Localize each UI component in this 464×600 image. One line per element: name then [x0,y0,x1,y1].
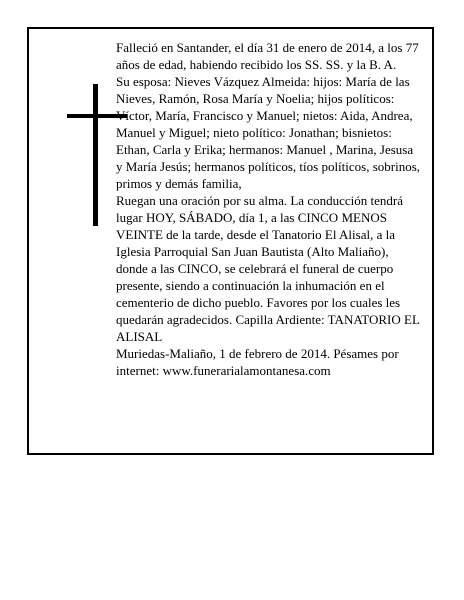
obituary-text [116,39,421,379]
family-list: Su esposa: Nieves Vázquez Almeida: hijos: María de las Nieves, Ramón, Rosa María y Noelia; hijos políticos: Víctor, María, Francisco y Manuel; nietos: Aida, Andrea, Manuel y Miguel; nieto político: Jonathan; bisnietos: Ethan, Carla y Erika; hermanos: Manuel , Marina, Jesusa y María Jesús; hermanos políticos, tíos políticos, sobrinos, primos y demás familia, [116,74,421,191]
funeral-details: Ruegan una oración por su alma. La conducción tendrá lugar HOY, SÁBADO, día 1, a las CINCO MENOS VEINTE de la tarde, desde el Tanatorio El Alisal, a la Iglesia Parroquial San Juan Bautista (Alto Maliaño), donde a las CINCO, se celebrará el funeral de cuerpo presente, siendo a continuación la inhumación en el cementerio de dicho pueblo. Favores por los cuales les quedarán agradecidos. Capilla Ardiente: TANATORIO EL ALISAL [116,193,420,344]
cross-vertical-bar [93,84,98,226]
death-announcement: Falleció en Santander, el día 31 de enero de 2014, a los 77 años de edad, habiendo recibido los SS. SS. y la B. A. [116,40,419,72]
place-date-condolences: Muriedas-Maliaño, 1 de febrero de 2014. Pésames por internet: www.funerarialamontanesa.com [116,346,399,378]
